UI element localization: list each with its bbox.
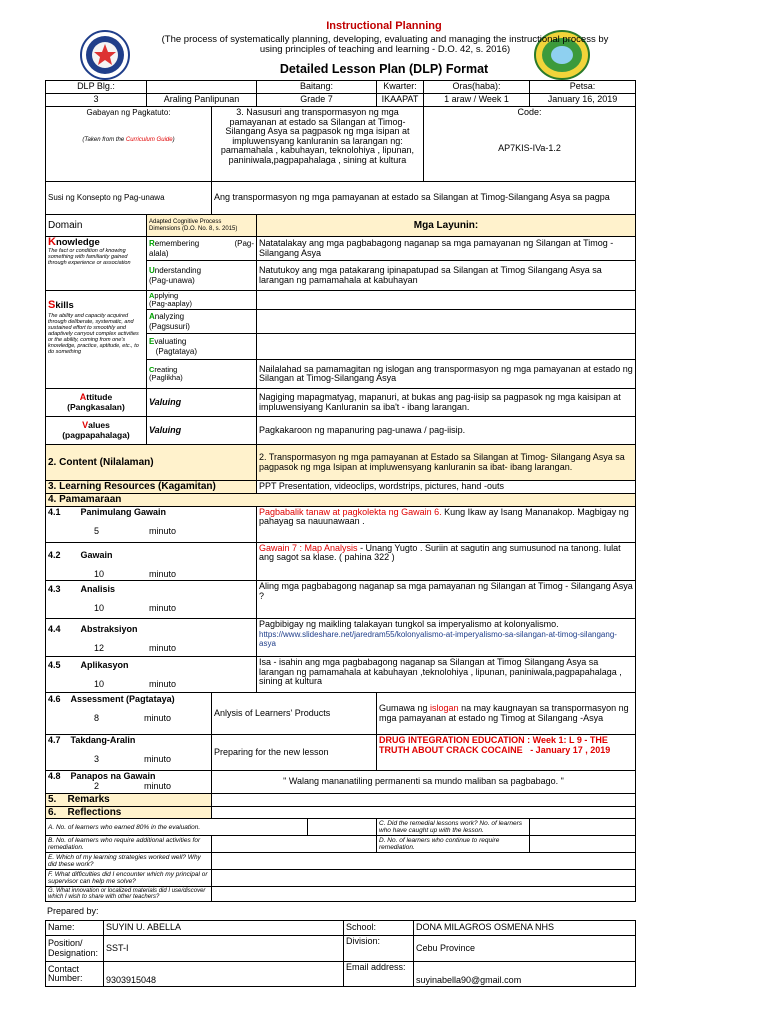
gabayan-text: 3. Nasusuri ang transpormasyon ng mga pamayanan at estado sa Silangan at Timog-Silangang Asya sa pagpasok ng mga isipan at impluwensyang kanluranin sa larangan ng: pamamahala , kabuhayan, teknolohiya , lipunan, paniniwala,pagpapahalaga , sining at kultura: [212, 107, 424, 182]
remarks-label: 5. Remarks: [46, 794, 212, 807]
contact-label: Contact Number:: [46, 962, 104, 987]
reflection-c: C. Did the remedial lessons work? No. of learners who have caught up with the lesson.: [377, 819, 530, 836]
kwarter-value: IKAAPAT: [377, 94, 424, 107]
resources-row: [46, 481, 636, 494]
reflection-g: G. What innovation or localized materials did I use/discover which I wish to share with other teachers?: [46, 887, 212, 902]
panapos-text: " Walang mananatiling permanenti sa mundo maliban sa pagbabago. ": [212, 771, 636, 794]
resources-label: 3. Learning Resources (Kagamitan): [46, 481, 257, 494]
remembering-text: Natatalakay ang mga pagbabagong naganap sa mga pamayanan ng Silangan at Timog - Silangang Asya: [257, 237, 636, 261]
email-value: suyinabella90@gmail.com: [414, 962, 636, 987]
step-row: 4.1 Panimulang Gawain 5 minuto Pagbabalik tanaw at pagkolekta ng Gawain 6. Kung Ikaw ay Isang Mananakop. Magbigay ng pahayag sa nauunawaan .: [46, 506, 636, 542]
creating-label: Creating (Paglikha): [147, 360, 257, 389]
prepared-table: [45, 920, 636, 987]
header-title: Instructional Planning: [326, 20, 442, 32]
susi-label: Susi ng Konsepto ng Pag-unawa: [46, 182, 212, 215]
remembering-label: Remembering (Pag- alala): [147, 237, 257, 261]
resources-text: PPT Presentation, videoclips, wordstrips, pictures, hand -outs: [257, 481, 636, 494]
takdang-row: 4.7 Takdang-Aralin 3 minuto Preparing for the new lesson DRUG INTEGRATION EDUCATION : Week 1: L 9 - THE TRUTH ABOUT CRACK COCAINE - January 17 , 2019: [46, 735, 636, 771]
skills-desc: The ability and capacity acquired through deliberate, systematic, and sustained effort to smoothly and adaptively carryout complex activities or the ability, coming from one's knowledge, practice, aptitude, etc., to do something: [48, 312, 139, 355]
header-subtitle: (The process of systematically planning, developing, evaluating and managing the instructional process by using principles of teaching and learning - D.O. 42, s. 2016): [161, 34, 609, 55]
oras-value: 1 araw / Week 1: [424, 94, 530, 107]
evaluating-label: Evaluating (Pagtataya): [147, 334, 257, 360]
name-label: Name:: [46, 921, 104, 936]
gabayan-label: Gabayan ng Pagkatuto:: [86, 108, 171, 117]
assessment-text: Gumawa ng islogan na may kaugnayan sa transpormasyon ng mga pamayanan at estado ng Timog at Silangang -Asya: [377, 693, 636, 735]
position-value: SST-I: [104, 936, 344, 962]
code-label: Code:: [517, 107, 542, 117]
reflection-f: F. What difficulties did I encounter which my principal or supervisor can help me solve?: [46, 870, 212, 887]
knowledge-row-1: [46, 237, 636, 261]
applying-label: Applying (Pag-aaplay): [147, 291, 257, 310]
baitang-label: Baitang:: [257, 81, 377, 94]
reflection-a: A. No. of learners who earned 80% in the evaluation.: [46, 819, 308, 836]
layunin-label: Mga Layunin:: [257, 215, 636, 237]
info-value-row: [46, 94, 636, 107]
step-4-text: Pagbibigay ng maikling talakayan tungkol sa imperyalismo at kolonyalismo.: [259, 619, 559, 629]
info-label-row: [46, 81, 636, 94]
understanding-text: Natutukoy ang mga patakarang ipinapatupad sa Silangan at Timog Silangang Asya sa larangan ng pamamahala at kabuhayan: [257, 261, 636, 291]
values-row: [46, 417, 636, 445]
dlp-label: DLP Blg.:: [46, 81, 147, 94]
skills-label: Skills: [48, 299, 74, 311]
content-row: [46, 445, 636, 481]
domain-header-row: [46, 215, 636, 237]
step-2-text: Gawain 7 : Map Analysis - Unang Yugto . Suriin at sagutin ang sumusunod na tanong. Iulat ang sagot sa klase. ( pahina 322 ): [257, 542, 636, 581]
reflection-e: E. Which of my learning strategies worked well? Why did these work?: [46, 853, 212, 870]
analyzing-label: Analyzing (Pagsusuri): [147, 310, 257, 334]
step-row: 4.4 Abstraksiyon 12 minuto Pagbibigay ng maikling talakayan tungkol sa imperyalismo at kolonyalismo. https://www.slideshare.net/jaredram55/kolonyalismo-at-imperyalismo-sa-silangan-at-timog-silangang-asya: [46, 619, 636, 657]
takdang-type: Preparing for the new lesson: [212, 735, 377, 771]
baitang-value: Grade 7: [257, 94, 377, 107]
kwarter-label: Kwarter:: [377, 81, 424, 94]
reflection-d: D. No. of learners who continue to require remediation.: [377, 836, 530, 853]
assessment-type: Anlysis of Learners' Products: [212, 693, 377, 735]
division-value: Cebu Province: [414, 936, 636, 962]
pamamaraan-row: [46, 494, 636, 507]
takdang-text: DRUG INTEGRATION EDUCATION : Week 1: L 9 - THE TRUTH ABOUT CRACK COCAINE - January 17 , 2019: [377, 735, 636, 771]
step-1-text: Pagbabalik tanaw at pagkolekta ng Gawain 6. Kung Ikaw ay Isang Mananakop. Magbigay ng pahayag sa nauunawaan .: [257, 506, 636, 542]
dlp-table: [45, 80, 636, 902]
gabayan-source: (Taken from the Curriculum Guide): [82, 136, 175, 143]
assessment-row: 4.6 Assessment (Pagtataya) 8 minuto Anlysis of Learners' Products Gumawa ng islogan na may kaugnayan sa transpormasyon ng mga pamayanan at estado ng Timog at Silangang -Asya: [46, 693, 636, 735]
evaluating-text: [257, 334, 636, 360]
position-label: Position/ Designation:: [46, 936, 104, 962]
subject-value: Araling Panlipunan: [147, 94, 257, 107]
pamamaraan-label: 4. Pamamaraan: [46, 494, 636, 507]
dimensions-label: Adapted Cognitive Process Dimensions (D.O. No. 8, s. 2015): [147, 215, 257, 237]
step-row: 4.2 Gawain 10 minuto Gawain 7 : Map Analysis - Unang Yugto . Suriin at sagutin ang sumusunod na tanong. Iulat ang sagot sa klase. ( pahina 322 ): [46, 542, 636, 581]
content-text: 2. Transpormasyon ng mga pamayanan at Estado sa Silangan at Timog- Silangang Asya sa pagpasok ng mga Isipan at impluwensyang kanluranin sa ibat- ibang larangan.: [257, 445, 636, 481]
step-row: 4.3 Analisis 10 minuto Aling mga pagbabagong naganap sa mga pamayanan ng Silangan at Timog - Silangang Asya ?: [46, 581, 636, 619]
oras-label: Oras(haba):: [424, 81, 530, 94]
susi-text: Ang transpormasyon ng mga pamayanan at estado sa Silangan at Timog-Silangang Asya sa pagpa: [212, 182, 636, 215]
understanding-label: Understanding (Pag-unawa): [147, 261, 257, 291]
gabayan-row: [46, 107, 636, 182]
creating-text: Nailalahad sa pamamagitan ng islogan ang transpormasyon ng mga pamayanan at estado ng Silangan at Timog-Silangang Asya: [257, 360, 636, 389]
code-value: AP7KIS-IVa-1.2: [498, 142, 561, 153]
slideshare-link[interactable]: https://www.slideshare.net/jaredram55/kolonyalismo-at-imperyalismo-sa-silangan-at-timog-silangang-asya: [259, 629, 617, 648]
attitude-level: Valuing: [147, 389, 257, 417]
reflections-label: 6. Reflections: [46, 806, 212, 819]
step-row: 4.5 Aplikasyon 10 minuto Isa - isahin ang mga pagbabagong naganap sa Silangan at Timog Silangang Asya sa larangan ng pamamahala at kabuhayan ,teknolohiya , lipunan, paniniwala,pagpapahalaga , sining at kultura: [46, 657, 636, 693]
name-value: SUYIN U. ABELLA: [104, 921, 344, 936]
domain-label: Domain: [46, 215, 147, 237]
attitude-text: Nagiging mapagmatyag, mapanuri, at bukas ang pag-iisip sa pagpasok ng mga kaisipan at impluwensiyang Kanluranin sa iba't - ibang larangan.: [257, 389, 636, 417]
prepared-by-label: Prepared by:: [47, 906, 99, 916]
susi-row: [46, 182, 636, 215]
values-text: Pagkakaroon ng mapanuring pag-unawa / pag-iisip.: [257, 417, 636, 445]
values-level: Valuing: [147, 417, 257, 445]
reflections-row: [46, 806, 636, 819]
dlp-title: Detailed Lesson Plan (DLP) Format: [279, 62, 489, 76]
remarks-row: [46, 794, 636, 807]
skills-row-1: [46, 291, 636, 310]
attitude-row: [46, 389, 636, 417]
applying-text: [257, 291, 636, 310]
school-value: DONA MILAGROS OSMENA NHS: [414, 921, 636, 936]
email-label: Email address:: [344, 962, 414, 987]
school-label: School:: [344, 921, 414, 936]
attitude-label: Attitude (Pangkasalan): [46, 389, 147, 417]
analyzing-text: [257, 310, 636, 334]
reflection-b: B. No. of learners who require additional activities for remediation.: [46, 836, 212, 853]
petsa-label: Petsa:: [530, 81, 636, 94]
division-label: Division:: [344, 936, 414, 962]
contact-value: 9303915048: [104, 962, 344, 987]
step-5-text: Isa - isahin ang mga pagbabagong naganap sa Silangan at Timog Silangang Asya sa larangan ng pamamahala at kabuhayan ,teknolohiya , lipunan, paniniwala,pagpapahalaga , sining at kultura: [257, 657, 636, 693]
knowledge-label: Knowledge: [48, 236, 100, 248]
knowledge-desc: The fact or condition of knowing something with familiarity gained through experience or association: [48, 247, 131, 266]
dlp-value: 3: [46, 94, 147, 107]
content-label: 2. Content (Nilalaman): [46, 445, 257, 481]
step-3-text: Aling mga pagbabagong naganap sa mga pamayanan ng Silangan at Timog - Silangang Asya ?: [257, 581, 636, 619]
values-label: Values (pagpapahalaga): [46, 417, 147, 445]
panapos-row: 4.8 Panapos na Gawain 2 minuto " Walang mananatiling permanenti sa mundo maliban sa pagbabago. ": [46, 771, 636, 794]
petsa-value: January 16, 2019: [530, 94, 636, 107]
